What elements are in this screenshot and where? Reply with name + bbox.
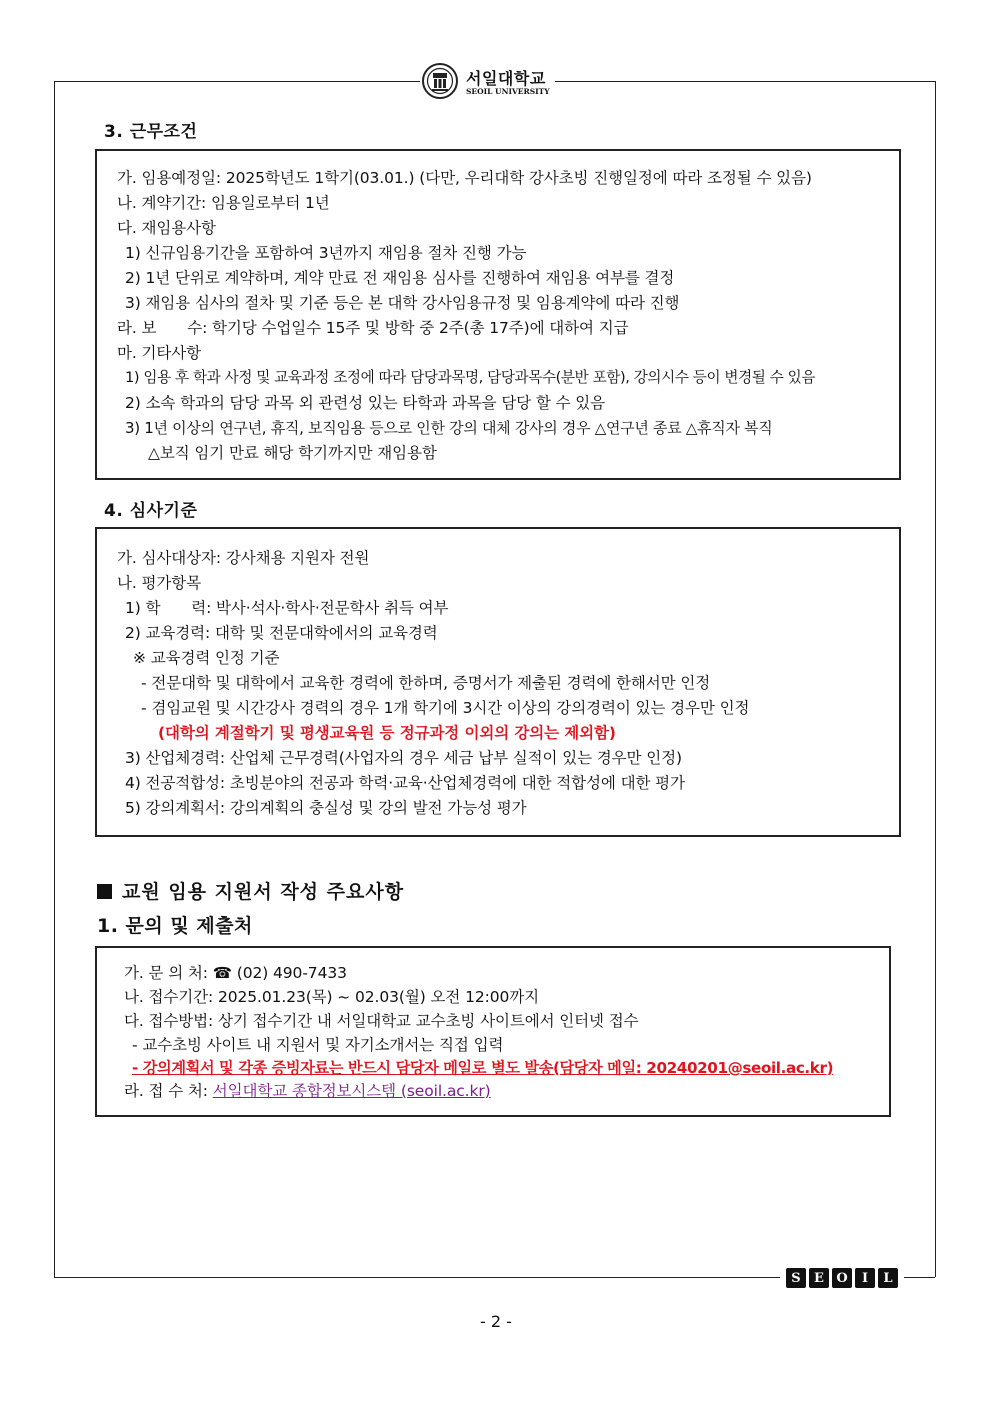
sec3-line-10: 2) 소속 학과의 담당 과목 외 관련성 있는 타학과 과목을 담당 할 수 있음 <box>125 394 606 412</box>
footer-letter-s: S <box>786 1268 806 1288</box>
sec3-line-8: 마. 기타사항 <box>117 344 202 362</box>
sec4-line-11: 5) 강의계획서: 강의계획의 충실성 및 강의 발전 가능성 평가 <box>125 799 527 817</box>
info-system-link[interactable]: 서일대학교 종합정보시스템 (seoil.ac.kr) <box>212 1082 491 1100</box>
contact-method-note-1: - 교수초빙 사이트 내 지원서 및 자기소개서는 직접 입력 <box>132 1036 504 1054</box>
sec3-line-7: 라. 보 수: 학기당 수업일수 15주 및 방학 중 2주(총 17주)에 대하여 지급 <box>117 319 629 337</box>
footer-letter-i: I <box>855 1268 875 1288</box>
sec3-line-6: 3) 재임용 심사의 절차 및 기준 등은 본 대학 강사임용규정 및 임용계약에 따라 진행 <box>125 294 680 312</box>
seoil-footer-badge <box>780 1268 904 1288</box>
sec4-line-5: ※ 교육경력 인정 기준 <box>133 649 280 667</box>
black-square-icon <box>97 884 112 899</box>
bottom-rule-left <box>54 1277 782 1278</box>
main-section-title-text: 교원 임용 지원서 작성 주요사항 <box>122 881 405 903</box>
contact-period: 나. 접수기간: 2025.01.23(목) ~ 02.03(월) 오전 12:00까지 <box>124 988 539 1006</box>
logo-korean-name: 서일대학교 <box>466 69 546 88</box>
sec4-line-1: 가. 심사대상자: 강사채용 지원자 전원 <box>117 549 370 567</box>
university-emblem-icon <box>420 62 460 100</box>
inquiry-subtitle: 1. 문의 및 제출처 <box>97 915 253 937</box>
top-rule-left <box>54 81 421 82</box>
sec3-line-9: 1) 임용 후 학과 사정 및 교육과정 조정에 따라 담당과목명, 담당과목수(분반 포함), 강의시수 등이 변경될 수 있음 <box>125 369 816 386</box>
sec4-line-2: 나. 평가항목 <box>117 574 202 592</box>
contact-method-note-2: - 강의계획서 및 각종 증빙자료는 반드시 담당자 메일로 별도 발송(담당자 메일: 20240201@seoil.ac.kr) <box>132 1059 834 1077</box>
footer-letter-o: O <box>832 1268 852 1288</box>
sec4-line-9: 3) 산업체경력: 산업체 근무경력(사업자의 경우 세금 납부 실적이 있는 경우만 인정) <box>125 749 682 767</box>
logo-english-name: SEOIL UNIVERSITY <box>466 87 550 96</box>
contact-submission <box>124 1081 491 1101</box>
sec4-line-3: 1) 학 력: 박사·석사·학사·전문학사 취득 여부 <box>125 599 449 617</box>
sec4-line-4: 2) 교육경력: 대학 및 전문대학에서의 교육경력 <box>125 624 438 642</box>
sec4-line-10: 4) 전공적합성: 초빙분야의 전공과 학력·교육·산업체경력에 대한 적합성에 대한 평가 <box>125 774 685 792</box>
sec4-line-6: - 전문대학 및 대학에서 교육한 경력에 한하며, 증명서가 제출된 경력에 한해서만 인정 <box>141 674 711 692</box>
sec3-line-2: 나. 계약기간: 임용일로부터 1년 <box>117 194 330 212</box>
sec3-line-1: 가. 임용예정일: 2025학년도 1학기(03.01.) (다만, 우리대학 강사초빙 진행일정에 따라 조정될 수 있음) <box>117 169 812 187</box>
sec3-line-4: 1) 신규임용기간을 포함하여 3년까지 재임용 절차 진행 가능 <box>125 244 527 262</box>
sec3-line-5: 2) 1년 단위로 계약하며, 계약 만료 전 재임용 심사를 진행하여 재임용 여부를 결정 <box>125 269 675 287</box>
page-number: - 2 - <box>480 1312 512 1331</box>
contact-method: 다. 접수방법: 상기 접수기간 내 서일대학교 교수초빙 사이트에서 인터넷 접수 <box>124 1012 639 1030</box>
contact-submission-label: 라. 접 수 처: <box>124 1082 213 1100</box>
section-3-title: 3. 근무조건 <box>104 122 198 142</box>
sec3-line-11: 3) 1년 이상의 연구년, 휴직, 보직임용 등으로 인한 강의 대체 강사의 경우 △연구년 종료 △휴직자 복직 <box>125 419 773 437</box>
top-rule-right <box>555 81 935 82</box>
footer-letter-e: E <box>809 1268 829 1288</box>
sec3-line-3: 다. 재임용사항 <box>117 219 216 237</box>
footer-letter-l: L <box>878 1268 898 1288</box>
sec4-line-8-excluded-note: (대학의 계절학기 및 평생교육원 등 정규과정 이외의 강의는 제외함) <box>158 724 616 742</box>
sec3-line-12: △보직 임기 만료 해당 학기까지만 재임용함 <box>148 444 437 462</box>
contact-phone: 가. 문 의 처: ☎ (02) 490-7433 <box>124 964 347 982</box>
section-4-title: 4. 심사기준 <box>104 501 198 521</box>
sec4-line-7: - 겸임교원 및 시간강사 경력의 경우 1개 학기에 3시간 이상의 강의경력이 있는 경우만 인정 <box>141 699 750 717</box>
university-logo <box>420 62 555 100</box>
main-section-title <box>97 877 404 904</box>
